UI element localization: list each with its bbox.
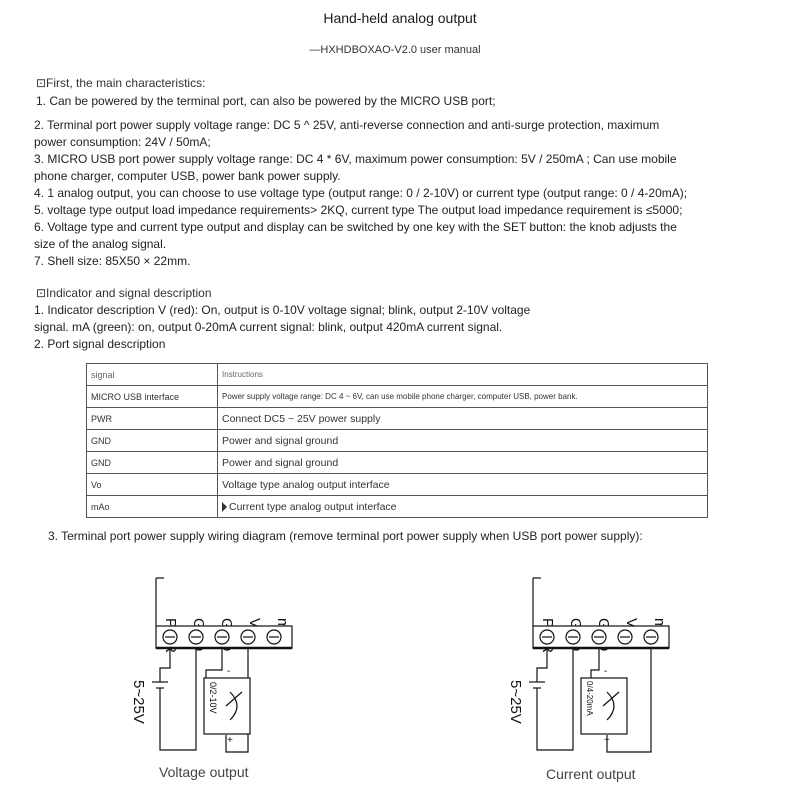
section1-line: power consumption: 24V / 50mA; bbox=[34, 135, 211, 149]
table-cell: Vo bbox=[87, 474, 218, 496]
voltmeter-range-label: 0/2-10V bbox=[208, 682, 218, 714]
section1-line: 5. voltage type output load impedance requirements> 2KQ, current type The output load impedance requirement is ≤5000; bbox=[34, 203, 683, 217]
supply-voltage-label: 5~25V bbox=[130, 680, 147, 724]
current-output-caption: Current output bbox=[546, 766, 636, 782]
voltage-output-caption: Voltage output bbox=[159, 764, 249, 780]
table-cell: GND bbox=[87, 452, 218, 474]
table-cell: Power and signal ground bbox=[218, 452, 708, 474]
section1-heading: ⊡First, the main characteristics: bbox=[36, 76, 206, 90]
section1-line: 6. Voltage type and current type output and display can be switched by one key with the SET button: the knob adjusts the bbox=[34, 220, 677, 234]
section1-line: 3. MICRO USB port power supply voltage range: DC 4 * 6V, maximum power consumption: 5V / 250mA ; Can use mobile bbox=[34, 152, 677, 166]
current-wiring-diagram bbox=[507, 560, 687, 760]
section2-line: 2. Port signal description bbox=[34, 337, 166, 351]
table-row bbox=[87, 386, 708, 408]
table-row bbox=[87, 430, 708, 452]
section2-heading: ⊡Indicator and signal description bbox=[36, 286, 212, 300]
section3-heading: 3. Terminal port power supply wiring diagram (remove terminal port power supply when USB port power supply): bbox=[48, 529, 643, 543]
voltage-wiring-diagram bbox=[130, 560, 310, 760]
document-subtitle: —HXHDBOXAO-V2.0 user manual bbox=[309, 44, 481, 56]
section2-line: signal. mA (green): on, output 0-20mA current signal: blink, output 420mA current signal. bbox=[34, 320, 503, 334]
supply-voltage-label: 5~25V bbox=[507, 680, 524, 724]
table-cell: PWR bbox=[87, 408, 218, 430]
section1-line: 7. Shell size: 85X50 × 22mm. bbox=[34, 254, 191, 268]
plus-label: + bbox=[604, 735, 610, 746]
section1-line: phone charger, computer USB, power bank power supply. bbox=[34, 169, 341, 183]
section1-line: size of the analog signal. bbox=[34, 237, 167, 251]
table-header-row bbox=[87, 364, 708, 386]
table-cell: Power and signal ground bbox=[218, 430, 708, 452]
plus-label: + bbox=[227, 735, 233, 746]
table-cell: Voltage type analog output interface bbox=[218, 474, 708, 496]
ammeter-range-label: 0/4-20mA bbox=[585, 681, 594, 716]
section1-line: 1. Can be powered by the terminal port, can also be powered by the MICRO USB port; bbox=[36, 94, 496, 108]
table-cell: Power supply voltage range: DC 4 ~ 6V, can use mobile phone charger, computer USB, power bank. bbox=[218, 386, 708, 408]
table-row bbox=[87, 408, 708, 430]
section2-line: 1. Indicator description V (red): On, output is 0-10V voltage signal; blink, output 2-10V voltage bbox=[34, 303, 531, 317]
section1-line: 2. Terminal port power supply voltage range: DC 5 ^ 25V, anti-reverse connection and anti-surge protection, maximum bbox=[34, 118, 660, 132]
section1-line: 4. 1 analog output, you can choose to use voltage type (output range: 0 / 2-10V) or current type (output range: 0 / 4-20mA); bbox=[34, 186, 688, 200]
table-cell: Connect DC5 ~ 25V power supply bbox=[218, 408, 708, 430]
table-cell: mAo bbox=[87, 496, 218, 518]
table-row bbox=[87, 452, 708, 474]
table-header-cell: signal bbox=[87, 364, 218, 386]
port-signal-table bbox=[86, 363, 708, 518]
minus-label: - bbox=[604, 666, 608, 677]
arrow-marker-icon bbox=[222, 502, 227, 512]
table-cell: MICRO USB interface bbox=[87, 386, 218, 408]
table-cell-text: Current type analog output interface bbox=[229, 500, 397, 513]
table-cell: GND bbox=[87, 430, 218, 452]
table-row bbox=[87, 474, 708, 496]
table-row bbox=[87, 496, 708, 518]
document-title: Hand-held analog output bbox=[323, 10, 477, 26]
table-header-cell: Instructions bbox=[218, 364, 708, 386]
minus-label: - bbox=[227, 666, 231, 677]
table-cell bbox=[218, 496, 708, 518]
